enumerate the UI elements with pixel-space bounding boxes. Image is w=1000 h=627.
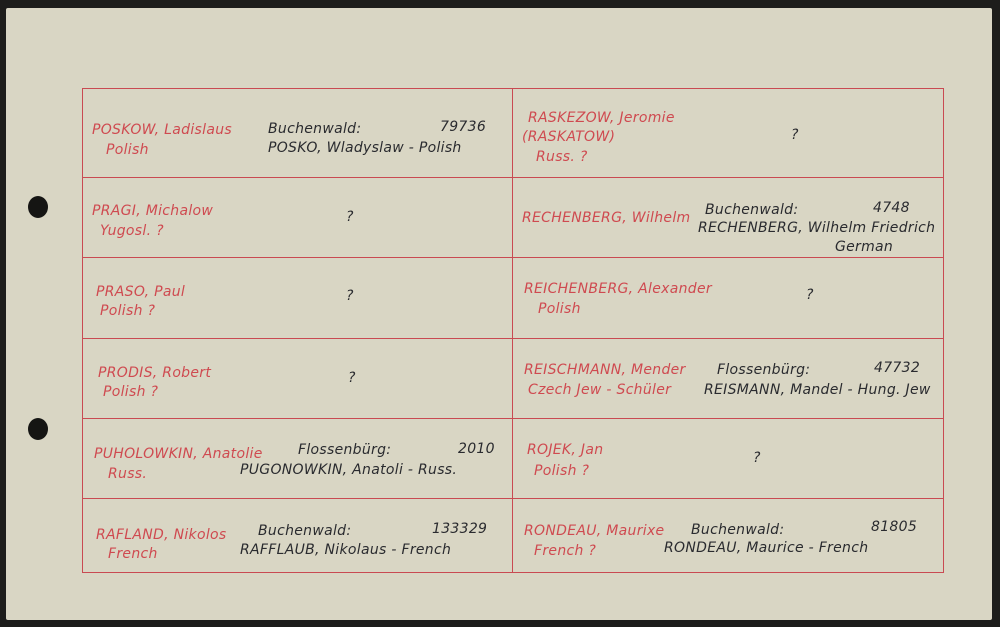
entry-nationality: Czech Jew - Schüler [528, 382, 672, 398]
entry-match: PUGONOWKIN, Anatoli - Russ. [240, 462, 458, 478]
entry-nationality: Russ. [108, 466, 148, 482]
punch-hole-top [28, 196, 48, 218]
entry-match: RECHENBERG, Wilhelm Friedrich [698, 220, 936, 236]
entry-nationality: French ? [534, 543, 597, 559]
entry-nationality: Yugosl. ? [100, 223, 164, 239]
entry-name: PRAGI, Michalow [92, 203, 214, 219]
grid-row-divider [82, 498, 944, 499]
entry-nationality: Polish ? [103, 384, 159, 400]
entry-nationality: Polish [538, 301, 581, 317]
entry-name: REICHENBERG, Alexander [524, 281, 712, 297]
grid-column-divider [512, 88, 513, 573]
entry-name: PRASO, Paul [96, 284, 186, 300]
entry-number: 81805 [871, 519, 918, 535]
entry-name: RECHENBERG, Wilhelm [522, 210, 691, 226]
entry-camp: Flossenbürg: [717, 362, 811, 378]
grid-row-divider [82, 177, 944, 178]
entry-status: ? [791, 127, 799, 143]
entry-number: 79736 [440, 119, 487, 135]
entry-camp: Buchenwald: [258, 523, 352, 539]
grid-row-divider [82, 257, 944, 258]
entry-match: REISMANN, Mandel - Hung. Jew [704, 382, 931, 398]
entry-name: RONDEAU, Maurixe [524, 523, 665, 539]
entry-match: RONDEAU, Maurice - French [664, 540, 869, 556]
entry-status: ? [346, 209, 354, 225]
entry-name: ROJEK, Jan [527, 442, 604, 458]
entry-name: PRODIS, Robert [98, 365, 212, 381]
entry-name: RAFLAND, Nikolos [96, 527, 227, 543]
entry-status: ? [348, 370, 356, 386]
entry-alias: (RASKATOW) [522, 129, 616, 145]
entry-status: ? [346, 288, 354, 304]
entry-camp: Flossenbürg: [298, 442, 392, 458]
entry-match: RAFFLAUB, Nikolaus - French [240, 542, 452, 558]
entry-camp: Buchenwald: [268, 121, 362, 137]
card-grid [82, 88, 944, 573]
entry-status: ? [806, 287, 814, 303]
entry-nationality: Polish ? [534, 463, 590, 479]
punch-hole-bottom [28, 418, 48, 440]
entry-status: ? [753, 450, 761, 466]
grid-row-divider [82, 338, 944, 339]
entry-nationality: Polish ? [100, 303, 156, 319]
entry-name: RASKEZOW, Jeromie [528, 110, 675, 126]
entry-name: REISCHMANN, Mender [524, 362, 686, 378]
grid-row-divider [82, 418, 944, 419]
entry-number: 47732 [874, 360, 921, 376]
entry-nationality: French [108, 546, 158, 562]
entry-number: 133329 [432, 521, 488, 537]
entry-number: 2010 [458, 441, 495, 457]
entry-camp: Buchenwald: [705, 202, 799, 218]
entry-match-nationality: German [835, 239, 894, 255]
entry-name: PUHOLOWKIN, Anatolie [94, 446, 263, 462]
entry-number: 4748 [873, 200, 910, 216]
entry-name: POSKOW, Ladislaus [92, 122, 232, 138]
entry-nationality: Russ. ? [536, 149, 588, 165]
entry-camp: Buchenwald: [691, 522, 785, 538]
entry-nationality: Polish [106, 142, 149, 158]
entry-match: POSKO, Wladyslaw - Polish [268, 140, 462, 156]
